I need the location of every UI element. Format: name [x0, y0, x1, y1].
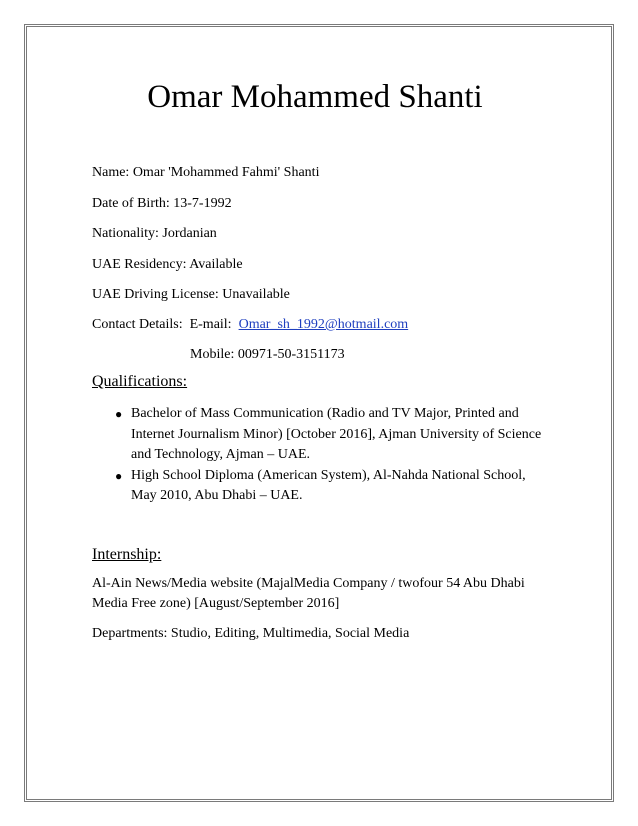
residency-line: UAE Residency: Available [92, 257, 243, 272]
bullet-icon: ● [115, 407, 123, 421]
mobile-line: Mobile: 00971-50-3151173 [190, 347, 345, 362]
internship-departments: Departments: Studio, Editing, Multimedia, Social Media [92, 626, 410, 641]
nationality-line: Nationality: Jordanian [92, 226, 217, 241]
qualifications-heading: Qualifications: [92, 373, 188, 390]
list-item [92, 466, 551, 507]
driving-license-line: UAE Driving License: Unavailable [92, 287, 290, 302]
email-link[interactable]: Omar_sh_1992@hotmail.com [238, 317, 409, 332]
contact-details-label: Contact Details: E-mail: [92, 317, 239, 332]
date-of-birth-line: Date of Birth: 13-7-1992 [92, 196, 232, 211]
internship-heading: Internship: [92, 546, 162, 563]
qualification-text: Bachelor of Mass Communication (Radio and TV Major, Printed and Internet Journalism Minor) [October 2016], Ajman University of Science and Technology, Ajman – UAE. [131, 406, 542, 462]
document-title: Omar Mohammed Shanti [147, 79, 483, 115]
name-line: Name: Omar 'Mohammed Fahmi' Shanti [92, 165, 320, 180]
contact-details-line [92, 316, 408, 334]
qualifications-list [92, 404, 552, 507]
internship-description: Al-Ain News/Media website (MajalMedia Company / twofour 54 Abu Dhabi Media Free zone) [August/September 2016] [92, 576, 525, 611]
list-item [92, 404, 551, 466]
bullet-icon: ● [115, 468, 123, 483]
qualification-text: High School Diploma (American System), Al-Nahda National School, May 2010, Abu Dhabi – UAE. [131, 467, 526, 503]
